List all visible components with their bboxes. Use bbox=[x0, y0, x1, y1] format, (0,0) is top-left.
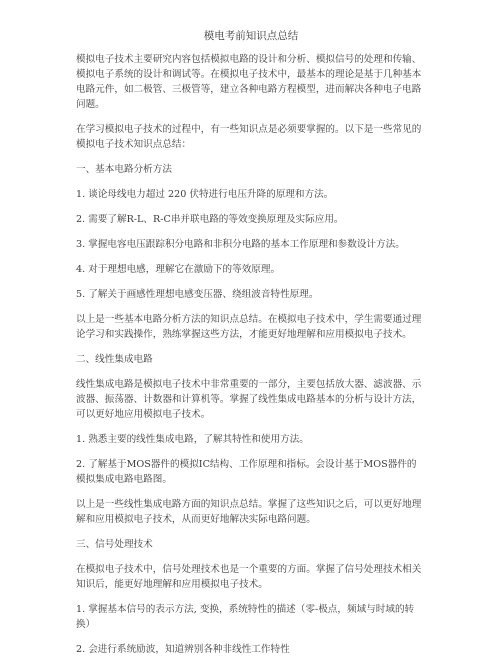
paragraph: 线性集成电路是模拟电子技术中非常重要的一部分，主要包括放大器、滤波器、示波器、振荡器、计数器和计算机等。掌握了线性集成电路基本的分析与设计方法，可以更好地应用模拟电子技术。 bbox=[76, 379, 422, 420]
list-item: 2. 了解基于MOS器件的模拟IC结构、工作原理和指标。会设计基于MOS器件的模拟集成电路电路图。 bbox=[76, 459, 417, 485]
list-item: 4. 对于理想电感，理解它在激励下的等效原理。 bbox=[76, 264, 281, 275]
list-item: 2. 需要了解R-L、R-C串并联电路的等效变换原理及实际应用。 bbox=[76, 214, 344, 225]
list-item: 1. 掌握基本信号的表示方法, 变换，系统特性的描述（零-极点，频域与时域的转换） bbox=[76, 604, 415, 630]
list-item: 1. 熟悉主要的线性集成电路，了解其特性和使用方法。 bbox=[76, 434, 309, 445]
list-item: 1. 谈论母线电力超过 220 伏特进行电压升降的原理和方法。 bbox=[76, 189, 334, 200]
section-heading: 三、信号处理技术 bbox=[76, 539, 153, 550]
document-title: 模电考前知识点总结 bbox=[203, 30, 299, 42]
paragraph: 在学习模拟电子技术的过程中，有一些知识点是必须要掌握的。以下是一些常见的模拟电子技术知识点总结： bbox=[76, 124, 422, 150]
list-item: 2. 会进行系统励波，知道辨别各种非线性工作特性 bbox=[76, 644, 290, 655]
section-heading: 二、线性集成电路 bbox=[76, 354, 153, 365]
paragraph: 以上是一些基本电路分析方法的知识点总结。在模拟电子技术中，学生需要通过理论学习和实践操作，熟练掌握这些方法，才能更好地理解和应用模拟电子技术。 bbox=[76, 314, 422, 340]
paragraph: 在模拟电子技术中，信号处理技术也是一个重要的方面。掌握了信号处理技术相关知识后，能更好地理解和应用模拟电子技术。 bbox=[76, 564, 422, 590]
document-body bbox=[76, 52, 426, 667]
paragraph: 以上是一些线性集成电路方面的知识点总结。掌握了这些知识之后，可以更好地理解和应用模拟电子技术，从而更好地解决实际电路问题。 bbox=[76, 499, 422, 525]
section-heading: 一、基本电路分析方法 bbox=[76, 164, 172, 175]
list-item: 5. 了解关于画感性理想电感变压器、绕组波音特性原理。 bbox=[76, 289, 319, 300]
paragraph: 模拟电子技术主要研究内容包括模拟电路的设计和分析、模拟信号的处理和传输、模拟电子系统的设计和调试等。在模拟电子技术中，最基本的理论是基于几种基本电路元件，如二极管、三极管等，建立各种电路方程模型，进而解决各种电子电路问题。 bbox=[76, 54, 422, 110]
list-item: 3. 掌握电容电压跟踪积分电路和非积分电路的基本工作原理和参数设计方法。 bbox=[76, 239, 405, 250]
